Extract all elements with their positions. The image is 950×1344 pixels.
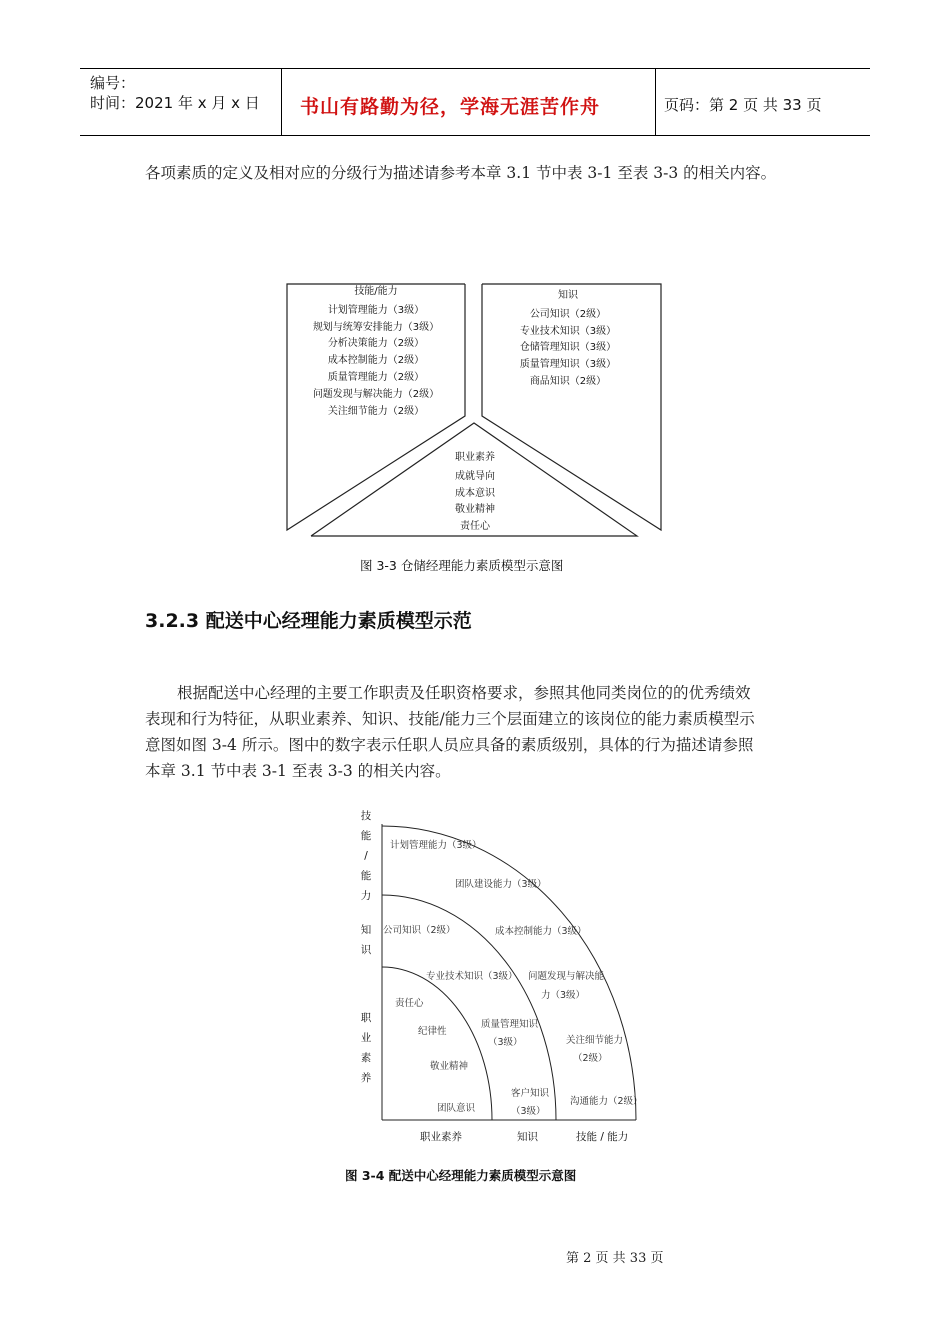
fig34-item-problem-1: 问题发现与解决能 [528, 971, 605, 982]
fig33-skill-item: 分析决策能力（2级） [327, 338, 425, 350]
body-line: 根据配送中心经理的主要工作职责及任职资格要求，参照其他同类岗位的的优秀绩效 [177, 684, 751, 702]
fig33-skills-title: 技能/能力 [354, 286, 398, 297]
body-line: 表现和行为特征，从职业素养、知识、技能/能力三个层面建立的该岗位的能力素质模型示 [145, 710, 755, 728]
fig34-side-char: 识 [360, 944, 372, 956]
fig33-quality-title: 职业素养 [455, 452, 495, 463]
fig33-knowledge-item: 质量管理知识（3级） [519, 359, 617, 371]
fig34-bottom-label-quality: 职业素养 [420, 1131, 462, 1143]
fig33-quality-item: 责任心 [460, 521, 490, 533]
fig33-skill-item: 关注细节能力（2级） [327, 405, 425, 417]
header-page-label: 页码：第 2 页 共 33 页 [664, 96, 822, 114]
fig34-side-char: 能 [360, 830, 372, 842]
fig33-knowledge-block [482, 288, 654, 391]
fig34-item-discipline: 纪律性 [418, 1026, 447, 1037]
header-top-border [80, 68, 870, 69]
body-paragraph [145, 680, 845, 784]
fig34-side-char: 业 [360, 1032, 372, 1044]
fig34-side-label-knowledge [359, 920, 373, 960]
fig34-side-char: 素 [360, 1052, 372, 1064]
fig34-side-char: / [364, 850, 368, 862]
fig33-quality-block [420, 450, 530, 536]
fig33-quality-item: 成就导向 [455, 470, 495, 482]
fig34-side-char: 技 [360, 810, 372, 822]
fig34-item-customer-1: 客户知识 [511, 1088, 550, 1099]
fig34-side-label-skills [359, 806, 373, 906]
fig33-skill-item: 问题发现与解决能力（2级） [312, 388, 440, 400]
fig33-skill-item: 规划与统筹安排能力（3级） [312, 321, 440, 333]
fig34-item-quality-1: 质量管理知识 [481, 1019, 539, 1030]
fig33-quality-item: 成本意识 [455, 487, 495, 499]
fig33-skill-item: 质量管理能力（2级） [327, 371, 425, 383]
fig34-item-detail-1: 关注细节能力 [566, 1035, 624, 1046]
fig33-knowledge-item: 商品知识（2级） [529, 375, 607, 387]
fig34-side-char: 知 [360, 924, 372, 936]
body-line: 本章 3.1 节中表 3-1 至表 3-3 的相关内容。 [145, 762, 451, 780]
fig33-skill-item: 成本控制能力（2级） [327, 355, 425, 367]
fig34-item-team-build: 团队建设能力（3级） [455, 879, 547, 890]
fig34-bottom-label-knowledge: 知识 [517, 1131, 538, 1143]
fig34-item-company: 公司知识（2级） [383, 925, 456, 936]
fig34-side-char: 职 [360, 1012, 372, 1024]
fig34-item-responsibility: 责任心 [395, 998, 424, 1009]
intro-text [145, 160, 845, 186]
fig34-item-teamwork: 团队意识 [437, 1103, 476, 1114]
fig34-item-detail-2: （2级） [573, 1053, 608, 1064]
intro-line: 各项素质的定义及相对应的分级行为描述请参考本章 3.1 节中表 3-1 至表 3-3 的相关内容。 [145, 164, 777, 182]
fig33-knowledge-item: 专业技术知识（3级） [519, 325, 617, 337]
header-motto: 书山有路勤为径，学海无涯苦作舟 [300, 96, 601, 118]
fig34-item-dedication: 敬业精神 [430, 1061, 469, 1072]
fig34-item-plan: 计划管理能力（3级） [390, 840, 482, 851]
fig34-item-problem-2: 力（3级） [541, 990, 586, 1001]
header-time-label: 时间：2021 年 x 月 x 日 [90, 94, 260, 112]
fig34-item-customer-2: （3级） [511, 1106, 546, 1117]
fig34-side-char: 养 [360, 1072, 372, 1084]
header-bottom-border [80, 135, 870, 136]
fig34-side-char: 能 [360, 870, 372, 882]
fig33-skills-block [290, 284, 462, 420]
figure-3-3-caption: 图 3-3 仓储经理能力素质模型示意图 [360, 558, 564, 573]
fig33-knowledge-item: 仓储管理知识（3级） [519, 342, 617, 354]
fig33-knowledge-item: 公司知识（2级） [529, 308, 607, 320]
fig33-skill-item: 计划管理能力（3级） [327, 304, 425, 316]
fig34-side-label-quality [359, 1008, 373, 1088]
header-divider-left [281, 68, 282, 136]
fig33-quality-item: 敬业精神 [455, 504, 495, 516]
section-title: 3.2.3 配送中心经理能力素质模型示范 [145, 610, 472, 632]
fig34-item-quality-2: （3级） [488, 1037, 523, 1048]
header-number-label: 编号： [90, 74, 136, 92]
fig34-item-tech: 专业技术知识（3级） [426, 971, 518, 982]
fig33-knowledge-title: 知识 [558, 290, 578, 301]
fig34-item-cost: 成本控制能力（3级） [495, 926, 587, 937]
header-divider-right [655, 68, 656, 136]
figure-3-4-caption: 图 3-4 配送中心经理能力素质模型示意图 [345, 1168, 577, 1183]
fig34-arc-quality [382, 967, 492, 1120]
fig34-bottom-label-skills: 技能 / 能力 [576, 1131, 629, 1143]
fig34-side-char: 力 [360, 890, 372, 902]
body-line: 意图如图 3-4 所示。图中的数字表示任职人员应具备的素质级别，具体的行为描述请参照 [145, 736, 754, 754]
fig34-item-communication: 沟通能力（2级） [570, 1096, 643, 1107]
page-footer: 第 2 页 共 33 页 [566, 1251, 664, 1266]
